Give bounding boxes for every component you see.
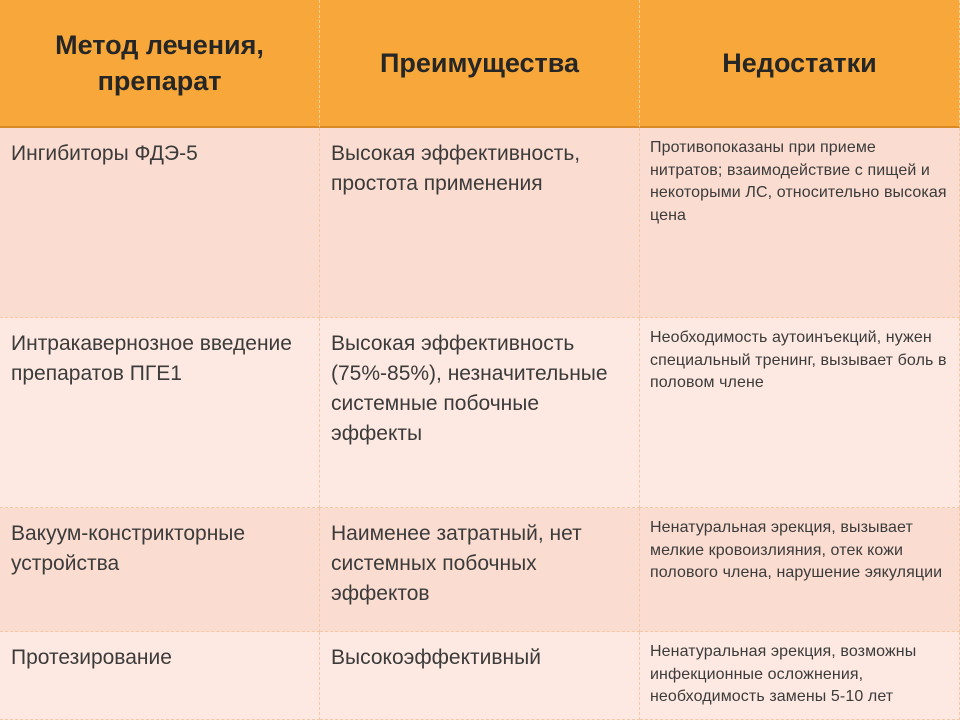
header-method bbox=[0, 0, 320, 128]
row-2-method: Интракавернозное введение препаратов ПГЕ1 bbox=[0, 318, 320, 508]
row-3-method: Вакуум-констрикторные устройства bbox=[0, 508, 320, 632]
row-2-disadvantages: Необходимость аутоинъекций, нужен специальный тренинг, вызывает боль в половом члене bbox=[640, 318, 960, 508]
row-4-advantages: Высокоэффективный bbox=[320, 632, 640, 720]
header-disadvantages-label: Недостатки bbox=[722, 48, 877, 78]
row-4-method: Протезирование bbox=[0, 632, 320, 720]
header-disadvantages bbox=[640, 0, 960, 128]
row-2-advantages: Высокая эффективность (75%-85%), незначительные системные побочные эффекты bbox=[320, 318, 640, 508]
header-method-label: Метод лечения, препарат bbox=[55, 30, 264, 96]
row-3-disadvantages: Ненатуральная эрекция, вызывает мелкие кровоизлияния, отек кожи полового члена, нарушение эякуляции bbox=[640, 508, 960, 632]
row-3-advantages: Наименее затратный, нет системных побочных эффектов bbox=[320, 508, 640, 632]
row-1-advantages: Высокая эффективность, простота применения bbox=[320, 128, 640, 318]
header-advantages bbox=[320, 0, 640, 128]
row-4-disadvantages: Ненатуральная эрекция, возможны инфекционные осложнения, необходимость замены 5-10 лет bbox=[640, 632, 960, 720]
row-1-disadvantages: Противопоказаны при приеме нитратов; взаимодействие с пищей и некоторыми ЛС, относительно высокая цена bbox=[640, 128, 960, 318]
row-1-method: Ингибиторы ФДЭ-5 bbox=[0, 128, 320, 318]
header-advantages-label: Преимущества bbox=[379, 48, 580, 78]
